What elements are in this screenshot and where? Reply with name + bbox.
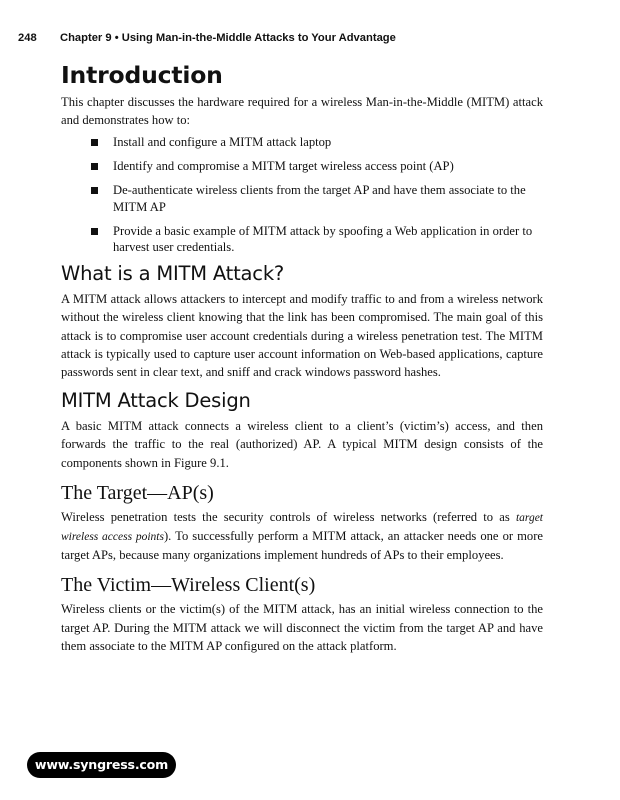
bullet-icon: [91, 139, 98, 146]
victim-heading: The Victim—Wireless Client(s): [61, 574, 316, 597]
victim-paragraph: Wireless clients or the victim(s) of the MITM attack, has an initial wireless connection to the target AP. During the MITM attack we will disconnect the victim from the target AP and have them associate to the MITM AP configured on the attack platform.: [61, 602, 543, 653]
list-item: Provide a basic example of MITM attack by spoofing a Web application in order to harvest user credentials.: [61, 223, 543, 257]
bullet-icon: [91, 163, 98, 170]
chapter-title: Chapter 9 • Using Man-in-the-Middle Attacks to Your Advantage: [60, 32, 396, 44]
bullet-icon: [91, 228, 98, 235]
bullet-icon: [91, 187, 98, 194]
page-number: 248: [18, 32, 37, 44]
design-heading: MITM Attack Design: [61, 389, 251, 413]
what-is-heading: What is a MITM Attack?: [61, 262, 285, 286]
website-url: www.syngress.com: [34, 757, 169, 772]
design-paragraph: A basic MITM attack connects a wireless client to a client’s (victim’s) access, and then forwards the traffic to the real (authorized) AP. A typical MITM design consists of the components shown in Figure 9.1.: [61, 419, 543, 470]
running-header: [18, 32, 396, 44]
introduction-bullet-list: [61, 134, 543, 256]
website-badge: [27, 752, 176, 778]
list-item: Identify and compromise a MITM target wireless access point (AP): [61, 158, 543, 175]
what-is-paragraph: A MITM attack allows attackers to intercept and modify traffic to and from a wireless network without the wireless client knowing that the link has been compromised. The main goal of this attack is to compromise user account credentials during a wireless penetration test. The MITM attack is typically used to capture user account information on Web-based applications, capture passwords sent in clear text, and sniff and crack windows password hashes.: [61, 292, 543, 379]
introduction-paragraph: This chapter discusses the hardware required for a wireless Man-in-the-Middle (MITM) attack and demonstrates how to:: [61, 95, 543, 128]
target-heading: The Target—AP(s): [61, 481, 214, 504]
target-paragraph: Wireless penetration tests the security controls of wireless networks (referred to as target wireless access points). To successfully perform a MITM attack, an attacker needs one or more target APs, because many organizations implement hundreds of APs to their employees.: [61, 509, 543, 563]
list-item: Install and configure a MITM attack laptop: [61, 134, 543, 151]
introduction-heading: Introduction: [61, 61, 223, 89]
list-item: De-authenticate wireless clients from the target AP and have them associate to the MITM AP: [61, 182, 543, 216]
page-body: [61, 58, 543, 655]
